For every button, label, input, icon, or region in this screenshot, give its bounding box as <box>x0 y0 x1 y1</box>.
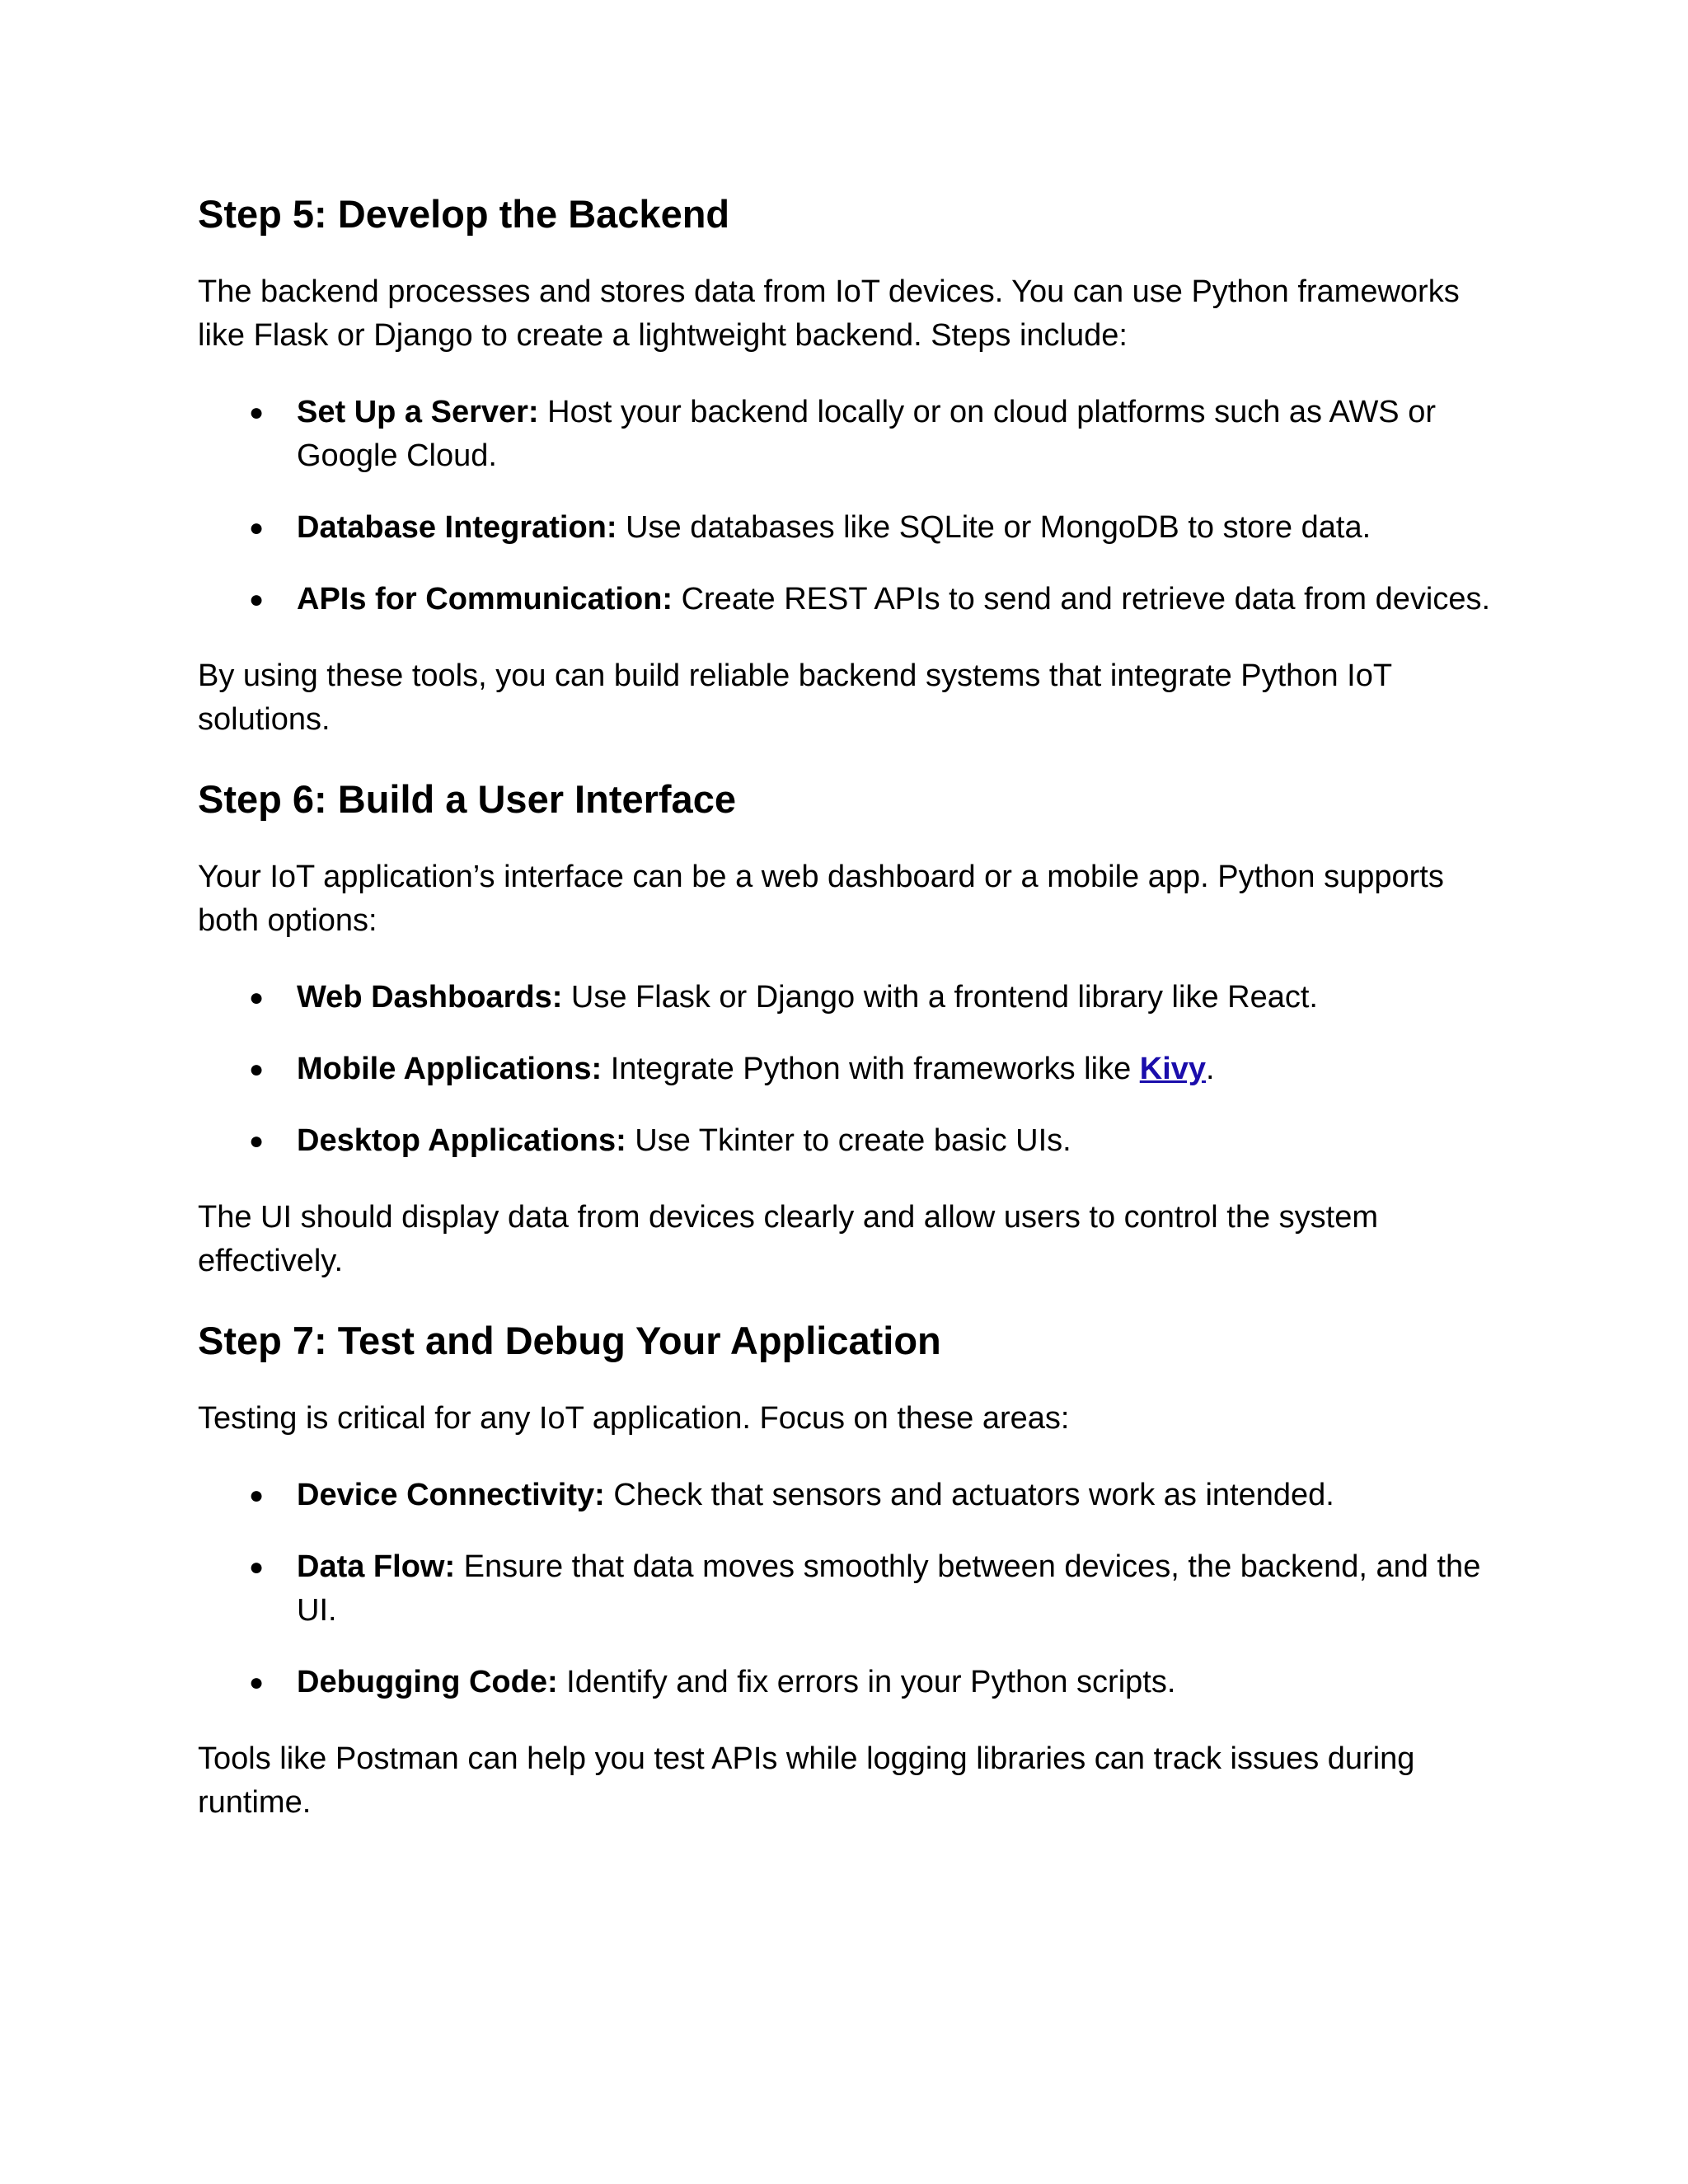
list-item <box>198 1661 1500 1704</box>
list-item-text-after: . <box>1206 1052 1215 1086</box>
section-heading-step-5: Step 5: Develop the Backend <box>198 192 730 236</box>
list-item <box>198 506 1500 550</box>
bullet-icon: ● <box>249 984 265 1011</box>
list-item-text: Ensure that data moves smoothly between devices, the backend, and the UI. <box>297 1549 1481 1628</box>
bullet-icon: ● <box>249 399 265 426</box>
list-item-term: Data Flow: <box>297 1549 456 1584</box>
list-item <box>198 1047 1500 1091</box>
bullet-list-step-5 <box>198 391 1500 621</box>
bullet-list-step-7 <box>198 1474 1500 1704</box>
section-outro-step-5: By using these tools, you can build reliable backend systems that integrate Python IoT solutions. <box>198 658 1392 737</box>
list-item-text: Use Flask or Django with a frontend library like React. <box>562 980 1318 1015</box>
bullet-icon: ● <box>249 1554 265 1581</box>
list-item-text: Identify and fix errors in your Python scripts. <box>557 1665 1176 1699</box>
list-item-term: Web Dashboards: <box>297 980 563 1015</box>
document-page <box>198 190 1500 1825</box>
bullet-icon: ● <box>249 1482 265 1509</box>
section-intro-step-6: Your IoT application’s interface can be a web dashboard or a mobile app. Python supports both options: <box>198 860 1444 938</box>
kivy-link[interactable]: Kivy <box>1139 1052 1207 1086</box>
list-item-term: Device Connectivity: <box>297 1478 605 1512</box>
list-item-term: APIs for Communication: <box>297 582 673 616</box>
list-item <box>198 1119 1500 1163</box>
list-item <box>198 976 1500 1019</box>
list-item-text: Check that sensors and actuators work as intended. <box>604 1478 1334 1512</box>
bullet-icon: ● <box>249 586 265 613</box>
list-item-text: Host your backend locally or on cloud platforms such as AWS or Google Cloud. <box>297 395 1436 473</box>
list-item <box>198 578 1500 621</box>
list-item-term: Mobile Applications: <box>297 1052 603 1086</box>
section-intro-step-7: Testing is critical for any IoT application. Focus on these areas: <box>198 1401 1070 1436</box>
list-item-term: Set Up a Server: <box>297 395 539 429</box>
bullet-icon: ● <box>249 514 265 541</box>
bullet-icon: ● <box>249 1127 265 1155</box>
bullet-list-step-6 <box>198 976 1500 1163</box>
list-item-text: Use databases like SQLite or MongoDB to store data. <box>617 510 1372 545</box>
section-intro-step-5: The backend processes and stores data from IoT devices. You can use Python frameworks like Flask or Django to create a lightweight backend. Steps include: <box>198 274 1460 353</box>
section-outro-step-6: The UI should display data from devices clearly and allow users to control the system effectively. <box>198 1200 1378 1278</box>
bullet-icon: ● <box>249 1056 265 1083</box>
list-item <box>198 1545 1500 1633</box>
list-item <box>198 1474 1500 1517</box>
section-heading-step-6: Step 6: Build a User Interface <box>198 777 736 821</box>
section-heading-step-7: Step 7: Test and Debug Your Application <box>198 1319 941 1362</box>
bullet-icon: ● <box>249 1669 265 1696</box>
list-item-term: Database Integration: <box>297 510 617 545</box>
list-item-term: Debugging Code: <box>297 1665 558 1699</box>
list-item-term: Desktop Applications: <box>297 1123 626 1158</box>
list-item <box>198 391 1500 478</box>
list-item-text: Use Tkinter to create basic UIs. <box>626 1123 1071 1158</box>
section-outro-step-7: Tools like Postman can help you test APIs while logging libraries can track issues during runtime. <box>198 1741 1415 1820</box>
list-item-text: Integrate Python with frameworks like <box>602 1052 1140 1086</box>
list-item-text: Create REST APIs to send and retrieve data from devices. <box>673 582 1491 616</box>
